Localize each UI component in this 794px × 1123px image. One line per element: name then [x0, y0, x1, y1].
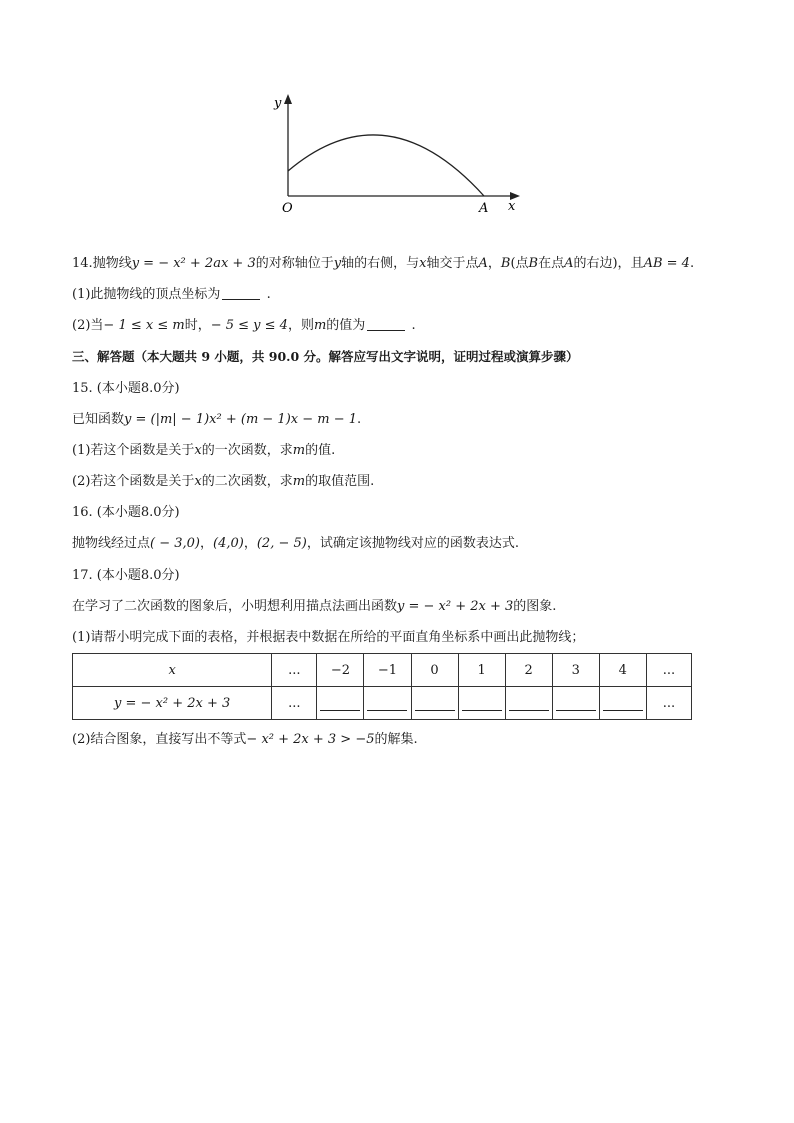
value-table: [72, 653, 692, 720]
q15-stem: [72, 411, 361, 429]
table-y-blank[interactable]: [552, 687, 599, 720]
q14-text: 轴的右侧，与: [341, 256, 420, 271]
table-x-value: 1: [458, 654, 505, 687]
q17-part1: (1)请帮小明完成下面的表格，并根据表中数据在所给的平面直角坐标系中画出此抛物线；: [72, 630, 585, 645]
q14-text: (点: [510, 256, 529, 271]
table-ellipsis: ...: [272, 687, 317, 720]
q16-header: 16. (本小题8.0分): [72, 505, 180, 520]
q17-part2: [72, 731, 418, 749]
q16-point: (2, − 5): [256, 536, 307, 551]
q15-var: x: [194, 443, 202, 458]
q15-part1: [72, 442, 335, 460]
q14-part2-text: (2)当: [72, 318, 104, 333]
q14-part2-text: 时，: [184, 318, 211, 333]
table-y-blank[interactable]: [599, 687, 646, 720]
table-header-y: y = − x² + 2x + 3: [73, 687, 272, 720]
q14-part2-text: 的值为: [326, 318, 366, 333]
q16-text: 抛物线经过点: [72, 536, 151, 551]
x-axis: [288, 192, 520, 200]
q14-text: 在点: [538, 256, 565, 271]
table-y-blank[interactable]: [505, 687, 552, 720]
q14-part1-text: (1)此抛物线的顶点坐标为: [72, 287, 221, 302]
table-x-value: −2: [317, 654, 364, 687]
table-row: [73, 687, 692, 720]
q16-point: (4,0): [213, 536, 244, 551]
table-x-value: 4: [599, 654, 646, 687]
q17-equation: y = − x² + 2x + 3: [397, 599, 514, 614]
table-x-value: 0: [411, 654, 458, 687]
table-header-x: x: [73, 654, 272, 687]
q14-var: B: [528, 256, 539, 271]
q15-part2: [72, 473, 374, 491]
table-y-blank[interactable]: [411, 687, 458, 720]
q15-header: 15. (本小题8.0分): [72, 381, 180, 396]
q15-part2-text: (2)若这个函数是关于: [72, 474, 195, 489]
q14-text: .: [689, 256, 695, 271]
table-x-value: 2: [505, 654, 552, 687]
parabola-curve: [288, 135, 484, 196]
table-row: [73, 654, 692, 687]
q14-part2-end: .: [411, 318, 416, 333]
q17-part2-text: 的解集.: [374, 732, 418, 747]
q14-var: B: [500, 256, 511, 271]
q14-number: 14.: [72, 256, 93, 271]
q17-text: 的图象.: [513, 599, 557, 614]
q17-header: 17. (本小题8.0分): [72, 568, 180, 583]
section-3-title: 三、解答题（本大题共 9 小题，共 90.0 分。解答应写出文字说明，证明过程或演算步骤）: [72, 349, 579, 364]
q14-part1: [72, 286, 271, 304]
q14-var: A: [478, 256, 488, 271]
table-x-value: 3: [552, 654, 599, 687]
q14-part2: [72, 317, 416, 335]
x-axis-label: x: [508, 199, 516, 214]
q16-point: ( − 3,0): [150, 536, 200, 551]
q14-equation: y = − x² + 2ax + 3: [131, 256, 256, 271]
q14-var: x: [419, 256, 427, 271]
q14-text: ，: [487, 256, 501, 271]
answer-blank[interactable]: [222, 287, 260, 300]
answer-blank[interactable]: [367, 318, 405, 331]
q14-stem: [72, 255, 694, 273]
parabola-graph: [268, 92, 528, 222]
q15-part1-text: (1)若这个函数是关于: [72, 443, 195, 458]
q14-text: 的对称轴位于: [255, 256, 334, 271]
q15-part1-text: 的值.: [305, 443, 336, 458]
q15-text: .: [357, 412, 362, 427]
q14-part1-end: .: [266, 287, 271, 302]
q16-text: ，: [200, 536, 214, 551]
q17-text: 在学习了二次函数的图象后，小明想利用描点法画出函数: [72, 599, 398, 614]
point-a-label: A: [479, 201, 489, 216]
origin-label: O: [282, 201, 293, 216]
q14-equation: AB = 4: [643, 256, 690, 271]
q15-text: 已知函数: [72, 412, 125, 427]
q17-part2-text: (2)结合图象，直接写出不等式: [72, 732, 247, 747]
table-y-blank[interactable]: [317, 687, 364, 720]
q15-var: m: [292, 474, 306, 489]
table-x-value: −1: [364, 654, 411, 687]
q14-text: 轴交于点: [426, 256, 479, 271]
q15-part2-text: 的取值范围.: [305, 474, 375, 489]
table-y-blank[interactable]: [458, 687, 505, 720]
q15-var: x: [194, 474, 202, 489]
q15-var: m: [292, 443, 306, 458]
table-ellipsis: ...: [646, 687, 691, 720]
q14-var: m: [313, 318, 327, 333]
q16-text: ，: [243, 536, 257, 551]
q14-var: A: [564, 256, 574, 271]
table-y-blank[interactable]: [364, 687, 411, 720]
q14-inequality: − 5 ≤ y ≤ 4: [210, 318, 288, 333]
q14-part2-text: ，则: [287, 318, 314, 333]
table-ellipsis: ...: [646, 654, 691, 687]
q14-text: 的右边)，且: [573, 256, 644, 271]
q14-var: y: [333, 256, 342, 271]
table-ellipsis: ...: [272, 654, 317, 687]
q14-text: 抛物线: [92, 256, 132, 271]
q16-text: ，试确定该抛物线对应的函数表达式.: [306, 536, 519, 551]
q15-equation: y = (|m| − 1)x² + (m − 1)x − m − 1: [124, 412, 358, 427]
q16-stem: [72, 535, 519, 553]
y-axis-label: y: [274, 96, 282, 111]
q17-stem: [72, 598, 556, 616]
q15-part2-text: 的二次函数，求: [201, 474, 293, 489]
q17-inequality: − x² + 2x + 3 > −5: [246, 732, 375, 747]
q15-part1-text: 的一次函数，求: [201, 443, 293, 458]
y-axis: [284, 94, 292, 196]
q14-inequality: − 1 ≤ x ≤ m: [103, 318, 185, 333]
